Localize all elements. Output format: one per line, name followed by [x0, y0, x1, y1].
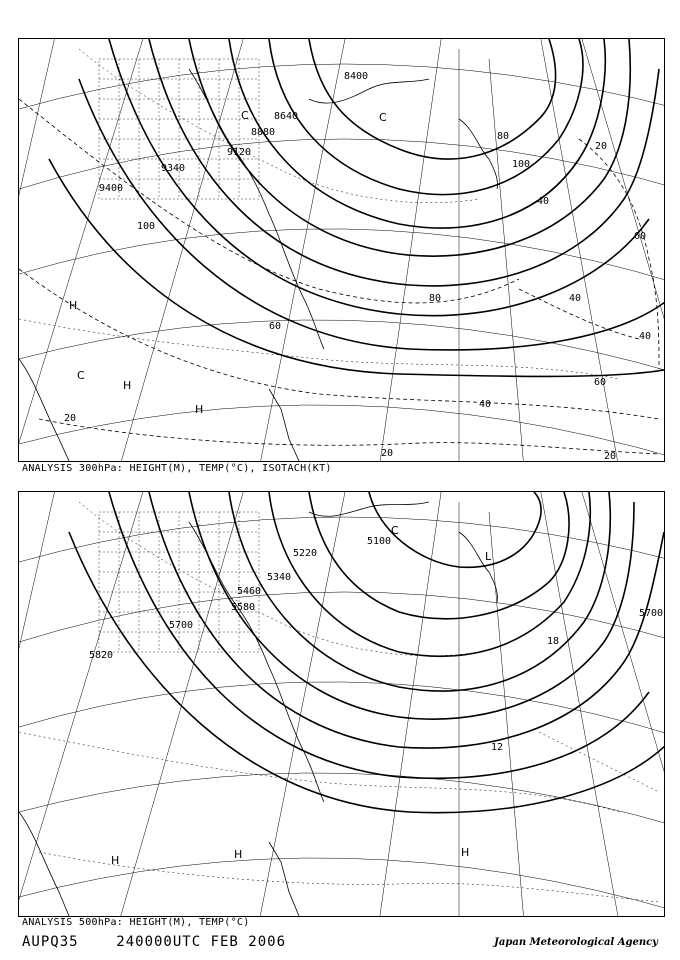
height-label-9400: 9400 — [99, 183, 124, 194]
low-pressure-marker: L — [485, 550, 492, 563]
isotherm-label: 18 — [547, 636, 560, 647]
high-pressure-marker: H — [234, 848, 243, 861]
agency-name: Japan Meteorological Agency — [494, 937, 658, 948]
chart-code-label: AUPQ35 240000UTC FEB 2006 — [22, 934, 287, 950]
parallel-lines — [19, 64, 664, 459]
isotach-label: 20 — [595, 141, 608, 152]
height-label-5460: 5460 — [237, 586, 262, 597]
isotach-label: 40 — [537, 196, 550, 207]
height-label-5700: 5700 — [169, 620, 194, 631]
isotach-label: 60 — [269, 321, 282, 332]
isotach-label: 80 — [497, 131, 510, 142]
isotach-label: 40 — [639, 331, 652, 342]
height-label-5220: 5220 — [293, 548, 318, 559]
high-pressure-marker: H — [461, 846, 470, 859]
isotach-label: 100 — [512, 159, 531, 170]
cold-center-marker: C — [391, 524, 399, 537]
high-pressure-marker: H — [123, 379, 132, 392]
temperature-lines — [19, 502, 659, 902]
cold-center-marker: C — [77, 369, 85, 382]
height-label-5700-east: 5700 — [639, 608, 664, 619]
height-label-8880: 8880 — [251, 127, 276, 138]
cold-center-marker: C — [241, 109, 249, 122]
isotach-label: 40 — [569, 293, 582, 304]
height-label-5820: 5820 — [89, 650, 114, 661]
temperature-lines — [19, 49, 619, 379]
isotach-label: 20 — [604, 451, 617, 461]
caption-500hpa: ANALYSIS 500hPa: HEIGHT(M), TEMP(°C) — [22, 917, 250, 928]
map-500hpa-panel — [18, 491, 665, 917]
isotach-label: 20 — [381, 448, 394, 459]
isotach-label: 60 — [634, 231, 647, 242]
height-label-9340: 9340 — [161, 163, 186, 174]
height-label-8400: 8400 — [344, 71, 369, 82]
isotach-label: 20 — [64, 413, 77, 424]
isotach-label: 100 — [137, 221, 156, 232]
height-label-5340: 5340 — [267, 572, 292, 583]
coastlines — [19, 502, 497, 916]
isotherm-label: 12 — [491, 742, 504, 753]
height-contours — [49, 39, 664, 376]
high-pressure-marker: H — [195, 403, 204, 416]
isotach-label: 60 — [594, 377, 607, 388]
height-label-9120: 9120 — [227, 147, 252, 158]
height-label-8640: 8640 — [274, 111, 299, 122]
isotach-label: 40 — [479, 399, 492, 410]
map-300hpa-svg — [19, 39, 664, 461]
hatch-area — [99, 512, 262, 652]
caption-300hpa: ANALYSIS 300hPa: HEIGHT(M), TEMP(°C), ISOTACH(KT) — [22, 463, 332, 474]
cold-center-marker: C — [379, 111, 387, 124]
high-pressure-marker: H — [69, 299, 78, 312]
height-label-5580: 5580 — [231, 602, 256, 613]
isotach-lines — [19, 99, 659, 454]
high-pressure-marker: H — [111, 854, 120, 867]
isotach-label: 80 — [429, 293, 442, 304]
meridian-lines — [19, 492, 664, 916]
map-500hpa-svg — [19, 492, 664, 916]
height-label-5100: 5100 — [367, 536, 392, 547]
map-300hpa-panel — [18, 38, 665, 462]
